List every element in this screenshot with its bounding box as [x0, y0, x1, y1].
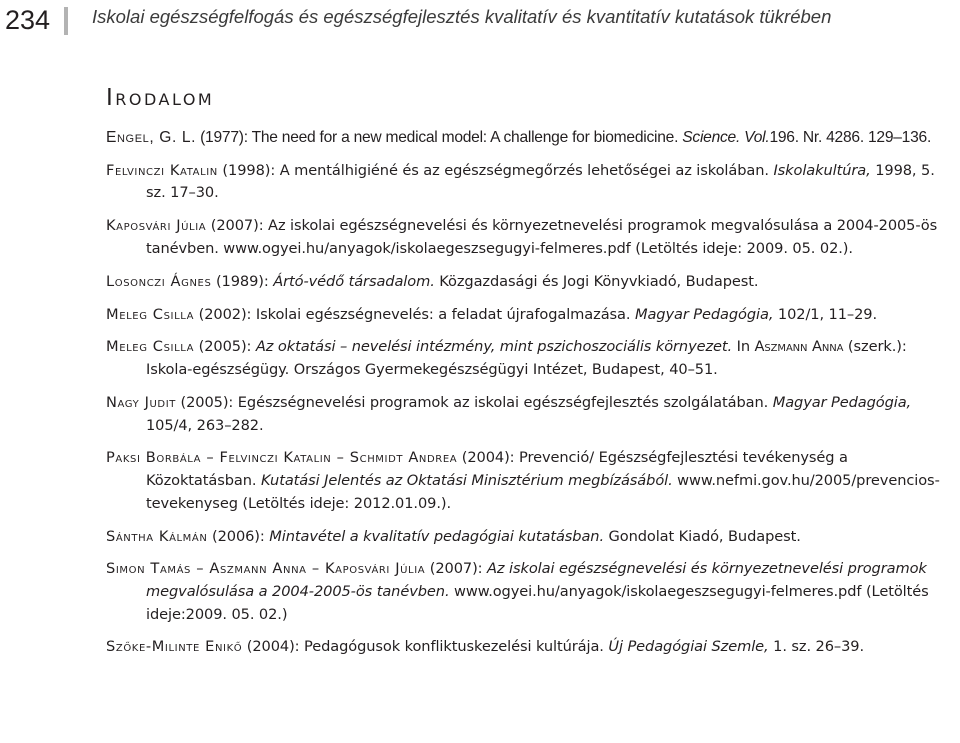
reference-text: (2005): Egészségnevelési programok az iskolai egészségfejlesztés szolgálatában.	[175, 393, 773, 411]
reference-text: (szerk.): Iskola-egészségügy. Országos Gyermekegészségügyi Intézet, Budapest, 40–51.	[146, 338, 907, 379]
reference-text: (2002): Iskolai egészségnevelés: a feladat újrafogalmazása.	[194, 305, 635, 323]
reference-entry	[106, 447, 956, 515]
reference-authors: Simon Tamás – Aszmann Anna – Kaposvári Júlia	[106, 560, 426, 578]
reference-text: 1. sz. 26–39.	[768, 638, 865, 656]
reference-authors: Losonczi Ágnes	[106, 272, 212, 290]
header-divider	[64, 7, 68, 35]
reference-text: 1998, 5. sz. 17–30.	[146, 161, 935, 202]
reference-entry	[106, 160, 956, 205]
reference-entry	[106, 271, 956, 294]
reference-authors: Nagy Judit	[106, 393, 176, 411]
reference-entry	[106, 127, 956, 149]
reference-text: (1989):	[211, 272, 274, 290]
reference-text: (2007):	[425, 560, 488, 578]
running-head: Iskolai egészségfelfogás és egészségfejlesztés kvalitatív és kvantitatív kutatások tükrében	[92, 6, 832, 27]
page-number: 234	[5, 5, 51, 35]
reference-text: (2006):	[207, 527, 270, 545]
reference-text: Közgazdasági és Jogi Könyvkiadó, Budapest.	[434, 272, 759, 290]
reference-editor: Aszmann Anna	[754, 338, 844, 356]
reference-list	[106, 127, 956, 669]
reference-text: 105/4, 263–282.	[146, 416, 264, 434]
reference-entry	[106, 304, 956, 327]
reference-source: Magyar Pedagógia,	[634, 305, 774, 323]
reference-text: (1998): A mentálhigiéné és az egészségmegőrzés lehetőségei az iskolában.	[217, 161, 774, 179]
reference-entry	[106, 636, 956, 659]
reference-source: Ártó-védő társadalom.	[273, 272, 435, 290]
reference-text: www.ogyei.hu/anyagok/iskolaegeszsegugyi-felmeres.pdf (Letöltés ideje:2009. 05. 02.)	[146, 582, 929, 623]
reference-source: Az iskolai egészségnevelési és környezetnevelési programok megvalósulása a 2004-2005-ös tanévben.	[146, 560, 927, 600]
reference-authors: Sántha Kálmán	[106, 527, 208, 545]
reference-authors: Meleg Csilla	[106, 338, 195, 356]
reference-authors: Engel, G. L.	[106, 129, 197, 146]
reference-entry	[106, 392, 956, 437]
reference-authors: Kaposvári Júlia	[106, 217, 207, 235]
reference-source: Science. Vol.	[682, 129, 770, 146]
reference-authors: Felvinczi Katalin	[106, 161, 218, 179]
reference-source: Új Pedagógiai Szemle,	[608, 638, 769, 656]
reference-text: 102/1, 11–29.	[773, 305, 878, 323]
reference-text: (2007): Az iskolai egészségnevelési és környezetnevelési programok megvalósulása a 2004-2005-ös tanévben. www.ogyei.hu/anyagok/iskolaegeszsegugyi-felmeres.pdf (Letöltés ideje: 2009. 05. 02.).	[146, 217, 938, 257]
reference-source: Iskolakultúra,	[773, 161, 871, 179]
reference-entry	[106, 526, 956, 549]
reference-entry	[106, 558, 956, 626]
reference-text: Gondolat Kiadó, Budapest.	[604, 527, 801, 545]
reference-entry	[106, 336, 956, 381]
reference-authors: Meleg Csilla	[106, 305, 195, 323]
reference-entry	[106, 215, 956, 260]
reference-text: (1977): The need for a new medical model: A challenge for biomedicine.	[196, 129, 683, 146]
reference-authors: Paksi Borbála – Felvinczi Katalin – Schmidt Andrea	[106, 449, 458, 467]
reference-text: (2005):	[194, 338, 256, 356]
reference-text: (2004): Pedagógusok konfliktuskezelési kultúrája.	[242, 638, 609, 656]
reference-text: (2004): Prevenció/ Egészségfejlesztési tevékenység a Közoktatásban.	[146, 449, 848, 490]
reference-authors: Szőke-Milinte Enikő	[106, 638, 243, 656]
reference-text: 196. Nr. 4286. 129–136.	[769, 129, 932, 146]
reference-text: www.nefmi.gov.hu/2005/prevencios-tevekenyseg (Letöltés ideje: 2012.01.09.).	[146, 472, 940, 512]
reference-source: Kutatási Jelentés az Oktatási Minisztérium megbízásából.	[260, 472, 673, 490]
reference-source: Az oktatási – nevelési intézmény, mint pszichoszociális környezet.	[255, 338, 733, 356]
section-title: Irodalom	[106, 85, 215, 111]
reference-text: In	[732, 338, 755, 356]
reference-source: Mintavétel a kvalitatív pedagógiai kutatásban.	[269, 527, 604, 545]
reference-source: Magyar Pedagógia,	[772, 393, 912, 411]
